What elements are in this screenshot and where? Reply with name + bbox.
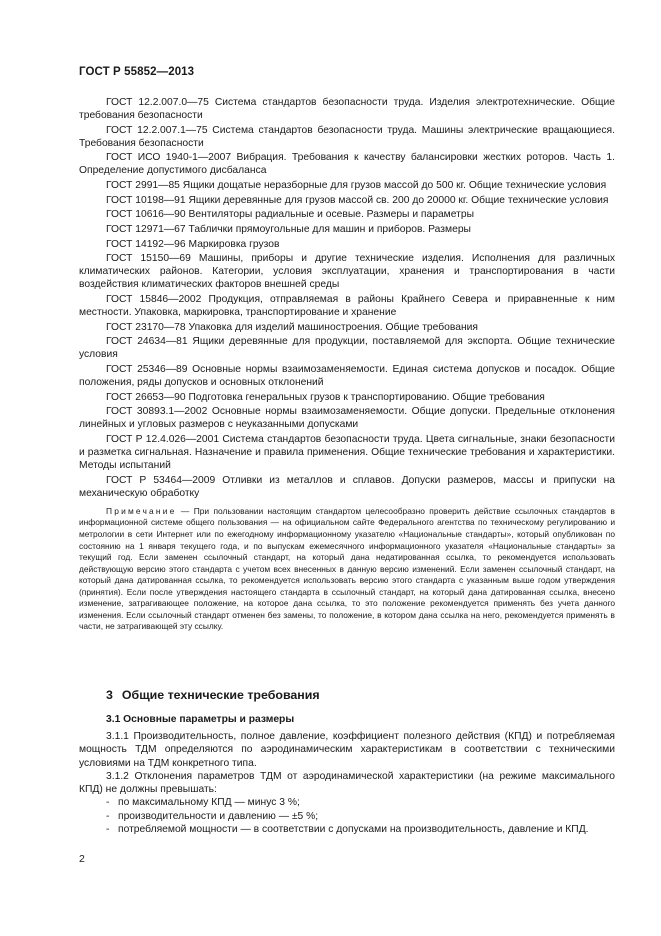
reference-item: ГОСТ 24634—81 Ящики деревянные для продукции, поставляемой для экспорта. Общие технические условия [79,336,615,361]
references-list [79,96,615,633]
note-paragraph [79,506,615,633]
reference-item: ГОСТ 10198—91 Ящики деревянные для грузов массой св. 200 до 20000 кг. Общие технические условия [106,194,609,206]
page-number: 2 [79,853,85,865]
note-label: Примечание [106,505,177,516]
note-text: — При пользовании настоящим стандартом целесообразно проверить действие ссылочных стандартов в информационной системе общего пользования — на официальном сайте Федерального агентства по техническому регулированию и метрологии в сети Интернет или по ежегодному информационному указателю «Национальные стандарты», который опубликован по состоянию на 1 января текущего года, и по выпускам ежемесячного информационного указателя «Национальные стандарты» за текущий год. Если заменен ссылочный стандарт, на который дана недатированная ссылка, то рекомендуется использовать действующую версию этого стандарта с учетом всех внесенных в данную версию изменений. Если заменен ссылочный стандарт, на который дана датированная ссылка, то рекомендуется использовать версию этого стандарта с указанным выше годом утверждения (принятия). Если после утверждения настоящего стандарта в ссылочный стандарт, на который дана датированная ссылка, внесено изменение, затрагивающее положение, на которое дана ссылка, то это положение рекомендуется применять без учета данного изменения. Если ссылочный стандарт отменен без замены, то положение, в котором дана ссылка на него, рекомендуется применять в части, не затрагивающей эту ссылку. [79,505,615,632]
reference-item: ГОСТ 15150—69 Машины, приборы и другие технические изделия. Исполнения для различных климатических районов. Категории, условия эксплуатации, хранения и транспортирования в части воздействия климатических факторов внешней среды [79,253,615,291]
reference-item: ГОСТ 12971—67 Таблички прямоугольные для машин и приборов. Размеры [106,223,471,235]
reference-item: ГОСТ 14192—96 Маркировка грузов [106,238,280,250]
reference-item: ГОСТ Р 12.4.026—2001 Система стандартов безопасности труда. Цвета сигнальные, знаки безопасности и разметка сигнальная. Назначение и правила применения. Общие технические требования и характеристики. Методы испытаний [79,434,615,472]
bullet-item [79,810,615,823]
document-header: ГОСТ Р 55852—2013 [79,66,195,78]
section-title: Общие технические требования [121,688,320,702]
bullet-text: потребляемой мощности — в соответствии с допусками на производительность, давление и КПД. [118,824,589,836]
paragraph-3-1-2: 3.1.2 Отклонения параметров ТДМ от аэродинамической характеристики (на режиме максимального КПД) не должны превышать: [79,770,615,796]
reference-item: ГОСТ 12.2.007.0—75 Система стандартов безопасности труда. Изделия электротехнические. Общие требования безопасности [79,97,615,122]
bullet-marker: - [106,810,110,822]
bullet-item [79,823,615,836]
reference-item: ГОСТ 23170—78 Упаковка для изделий машиностроения. Общие требования [106,321,478,333]
bullet-item [79,796,615,809]
reference-item: ГОСТ Р 53464—2009 Отливки из металлов и сплавов. Допуски размеров, массы и припуски на механическую обработку [79,474,615,499]
bullet-marker: - [106,824,110,836]
reference-item: ГОСТ 15846—2002 Продукция, отправляемая в районы Крайнего Севера и приравненные к ним местности. Упаковка, маркировка, транспортирование и хранение [79,294,615,319]
paragraph-3-1-1: 3.1.1 Производительность, полное давление, коэффициент полезного действия (КПД) и потребляемая мощность ТДМ определяются по аэродинамическим характеристикам в соответствии с техническими условиями на ТДМ конкретного типа. [79,731,615,769]
reference-item: ГОСТ ИСО 1940-1—2007 Вибрация. Требования к качеству балансировки жестких роторов. Часть 1. Определение допустимого дисбаланса [79,152,615,177]
reference-item: ГОСТ 10616—90 Вентиляторы радиальные и осевые. Размеры и параметры [106,209,474,221]
section-number: 3 [106,688,113,702]
section-body [79,714,615,836]
reference-item: ГОСТ 12.2.007.1—75 Система стандартов безопасности труда. Машины электрические вращающиеся. Требования безопасности [79,124,615,149]
reference-item: ГОСТ 2991—85 Ящики дощатые неразборные для грузов массой до 500 кг. Общие технические условия [106,180,607,192]
section-heading [106,688,320,702]
bullet-marker: - [106,797,110,809]
reference-item: ГОСТ 26653—90 Подготовка генеральных грузов к транспортированию. Общие требования [106,391,545,403]
reference-item: ГОСТ 30893.1—2002 Основные нормы взаимозаменяемости. Общие допуски. Предельные отклонения линейных и угловых размеров с неуказанными допусками [79,406,615,431]
reference-item: ГОСТ 25346—89 Основные нормы взаимозаменяемости. Единая система допусков и посадок. Общие положения, ряды допусков и основных отклонений [79,364,615,389]
subsection-heading: 3.1 Основные параметры и размеры [106,714,295,725]
bullet-text: по максимальному КПД — минус 3 %; [118,797,300,809]
bullet-text: производительности и давлению — ±5 %; [118,810,319,822]
